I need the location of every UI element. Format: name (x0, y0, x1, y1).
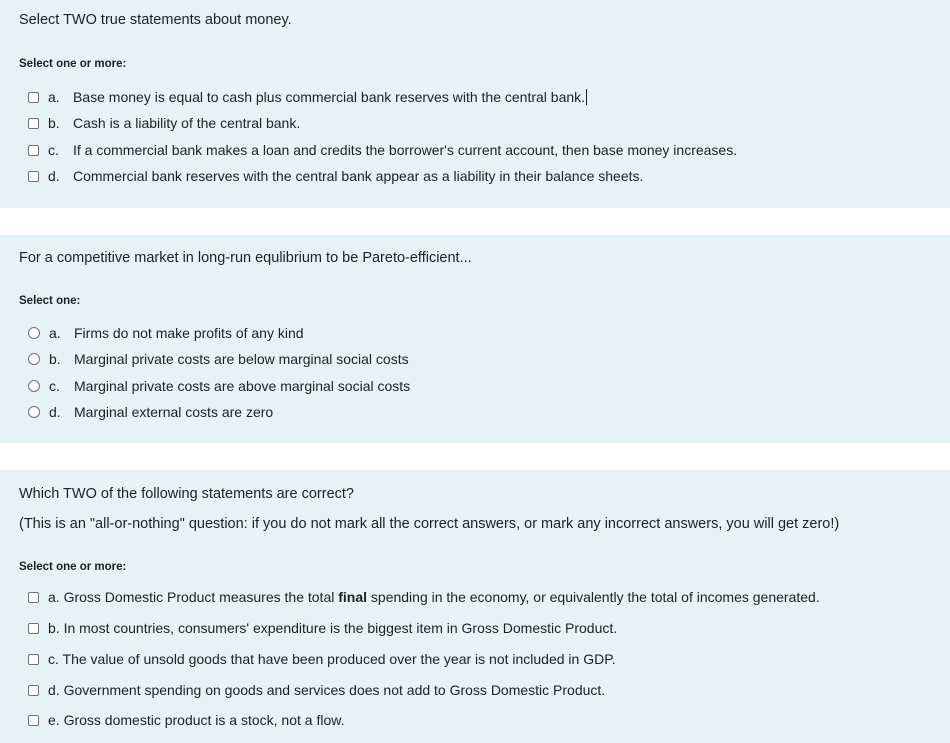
checkbox[interactable] (28, 592, 39, 603)
option-label: e. Gross domestic product is a stock, not a flow. (48, 712, 345, 728)
option-label: c. The value of unsold goods that have been produced over the year is not included in GDP. (48, 651, 616, 667)
checkbox[interactable] (28, 171, 39, 182)
option-letter: c. (48, 142, 59, 158)
radio-button[interactable] (28, 380, 40, 392)
option-label: d. Government spending on goods and services does not add to Gross Domestic Product. (48, 682, 606, 698)
question-2-prompt: Select one: (19, 295, 81, 307)
option-label-bold: final (338, 589, 368, 605)
option-letter: a. (48, 89, 60, 105)
q3-option-d[interactable] (28, 680, 605, 700)
option-label (48, 589, 820, 605)
q2-option-c[interactable] (28, 376, 410, 396)
option-label: Marginal external costs are zero (74, 404, 274, 420)
q2-option-d[interactable] (28, 402, 273, 422)
option-letter: a. (49, 325, 61, 341)
question-3-prompt: Select one or more: (19, 561, 127, 573)
checkbox[interactable] (28, 145, 39, 156)
option-label-post: spending in the economy, or equivalently the total of incomes generated. (367, 589, 820, 605)
checkbox[interactable] (28, 715, 39, 726)
q3-option-b[interactable] (28, 618, 617, 638)
option-label: Cash is a liability of the central bank. (73, 115, 301, 131)
question-3-text: Which TWO of the following statements are correct? (19, 486, 354, 502)
question-1-prompt: Select one or more: (19, 58, 127, 70)
q1-option-b[interactable] (28, 113, 300, 133)
option-letter: b. (48, 115, 60, 131)
q3-option-e[interactable] (28, 710, 344, 730)
question-3-note: (This is an "all-or-nothing" question: if you do not mark all the correct answers, or mark any incorrect answers, you will get zero!) (19, 516, 840, 532)
q1-option-d[interactable] (28, 166, 643, 186)
text-cursor (586, 89, 587, 105)
option-letter: b. (49, 351, 61, 367)
option-label: Marginal private costs are below marginal social costs (74, 351, 409, 367)
q1-option-a[interactable] (28, 87, 587, 107)
checkbox[interactable] (28, 92, 39, 103)
option-label: Base money is equal to cash plus commercial bank reserves with the central bank. (73, 89, 586, 105)
checkbox[interactable] (28, 623, 39, 634)
radio-button[interactable] (28, 353, 40, 365)
question-2-panel (0, 235, 950, 443)
question-3-panel (0, 470, 950, 743)
question-1-panel (0, 0, 950, 208)
option-label: If a commercial bank makes a loan and credits the borrower's current account, then base money increases. (73, 142, 738, 158)
question-2-text: For a competitive market in long-run equlibrium to be Pareto-efficient... (19, 250, 472, 266)
q2-option-b[interactable] (28, 349, 409, 369)
option-letter: d. (48, 168, 60, 184)
option-letter: c. (49, 378, 60, 394)
q3-option-c[interactable] (28, 649, 616, 669)
q3-option-a[interactable] (28, 587, 820, 607)
radio-button[interactable] (28, 406, 40, 418)
option-label: b. In most countries, consumers' expenditure is the biggest item in Gross Domestic Product. (48, 620, 618, 636)
radio-button[interactable] (28, 327, 40, 339)
option-label: Firms do not make profits of any kind (74, 325, 304, 341)
checkbox[interactable] (28, 118, 39, 129)
checkbox[interactable] (28, 654, 39, 665)
q2-option-a[interactable] (28, 323, 304, 343)
option-label: Commercial bank reserves with the central bank appear as a liability in their balance sheets. (73, 168, 644, 184)
option-label-pre: a. Gross Domestic Product measures the total (48, 589, 339, 605)
q1-option-c[interactable] (28, 140, 737, 160)
option-letter: d. (49, 404, 61, 420)
checkbox[interactable] (28, 685, 39, 696)
option-label: Marginal private costs are above marginal social costs (74, 378, 411, 394)
question-1-text: Select TWO true statements about money. (19, 12, 292, 28)
